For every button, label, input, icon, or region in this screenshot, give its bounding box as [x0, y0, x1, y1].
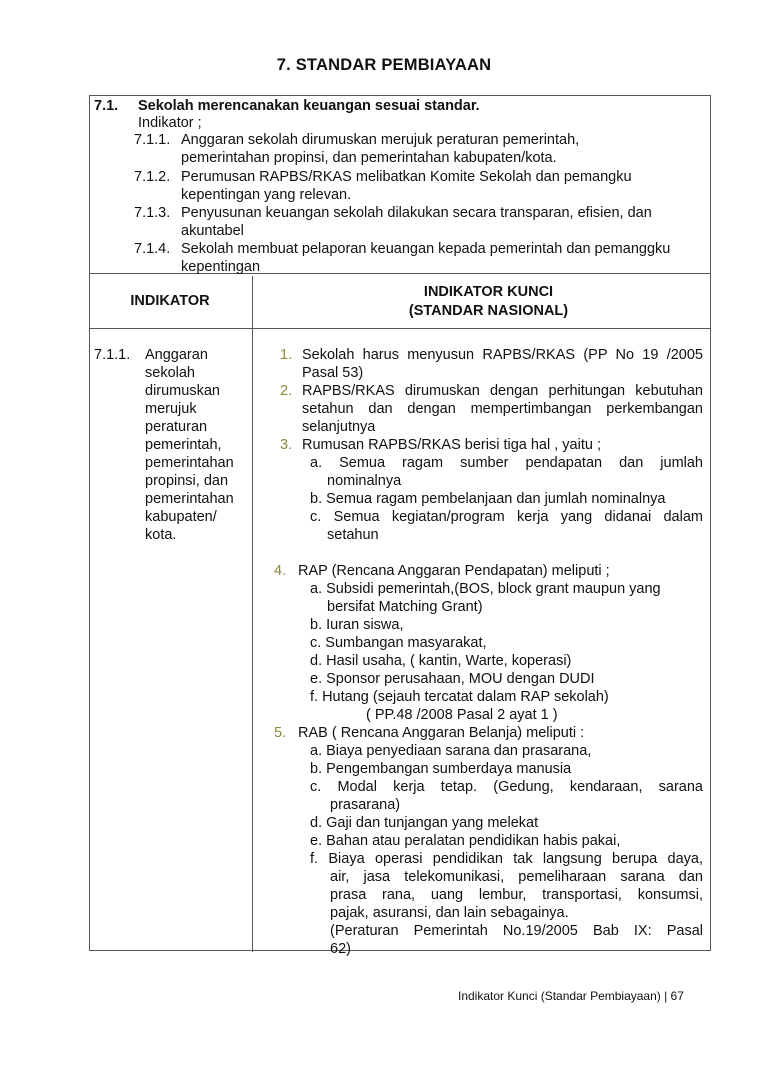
col2-header: (STANDAR NASIONAL)	[408, 303, 569, 319]
indicator-text: kota.	[145, 527, 177, 543]
sub-item: a. Subsidi pemerintah,(BOS, block grant maupun yang	[310, 581, 661, 597]
sub-item: (Peraturan Pemerintah No.19/2005 Bab IX: Pasal	[330, 923, 703, 939]
sub-item: a. Biaya penyediaan sarana dan prasarana,	[310, 743, 592, 759]
sub-item: air, jasa telekomunikasi, pemeliharaan sarana dan	[330, 869, 703, 885]
item-text: Anggaran sekolah dirumuskan merujuk peraturan pemerintah,	[181, 132, 580, 148]
item-number: 7.1.4.	[134, 241, 171, 257]
indicator-text: pemerintah,	[145, 437, 222, 453]
sub-item: b. Semua ragam pembelanjaan dan jumlah nominalnya	[310, 491, 666, 507]
sub-item: c. Sumbangan masyarakat,	[310, 635, 487, 651]
sub-item: pajak, asuransi, dan lain sebagainya.	[330, 905, 569, 921]
item-text: akuntabel	[181, 223, 244, 239]
sub-item: c. Modal kerja tetap. (Gedung, kendaraan, sarana	[310, 779, 703, 795]
reference: ( PP.48 /2008 Pasal 2 ayat 1 )	[366, 707, 558, 723]
sub-item: e. Bahan atau peralatan pendidikan habis pakai,	[310, 833, 621, 849]
page-footer: Indikator Kunci (Standar Pembiayaan) | 67	[458, 989, 684, 1003]
divider	[90, 328, 710, 329]
sub-item: setahun	[327, 527, 379, 543]
list-text: selanjutnya	[302, 419, 376, 435]
col2-header: INDIKATOR KUNCI	[423, 284, 554, 300]
indicator-text: Anggaran	[145, 347, 208, 363]
sub-item: f. Hutang (sejauh tercatat dalam RAP sekolah)	[310, 689, 609, 705]
sub-item: e. Sponsor perusahaan, MOU dengan DUDI	[310, 671, 595, 687]
sub-item: b. Iuran siswa,	[310, 617, 404, 633]
item-text: Penyusunan keuangan sekolah dilakukan secara transparan, efisien, dan	[181, 205, 652, 221]
item-number: 7.1.1.	[134, 132, 171, 148]
list-text: Pasal 53)	[302, 365, 364, 381]
list-text: RAPBS/RKAS dirumuskan dengan perhitungan kebutuhan	[302, 383, 703, 399]
list-number: 3.	[280, 437, 293, 453]
indicator-text: merujuk	[145, 401, 197, 417]
item-text: kepentingan	[181, 259, 261, 275]
section-number: 7.1.	[94, 98, 119, 114]
sub-item: bersifat Matching Grant)	[327, 599, 483, 615]
list-number: 4.	[274, 563, 287, 579]
column-divider	[252, 276, 253, 952]
page-title: 7. STANDAR PEMBIAYAAN	[276, 56, 492, 74]
section-heading: Sekolah merencanakan keuangan sesuai standar.	[138, 98, 480, 114]
sub-item: c. Semua kegiatan/program kerja yang didanai dalam	[310, 509, 703, 525]
sub-item: prasarana)	[330, 797, 401, 813]
item-text: Perumusan RAPBS/RKAS melibatkan Komite Sekolah dan pemangku	[181, 169, 632, 185]
list-text: RAB ( Rencana Anggaran Belanja) meliputi :	[298, 725, 585, 741]
item-text: pemerintahan propinsi, dan pemerintahan kabupaten/kota.	[181, 150, 557, 166]
list-text: Sekolah harus menyusun RAPBS/RKAS (PP No 19 /2005	[302, 347, 703, 363]
sub-item: prasa rana, uang lembur, transportasi, konsumsi,	[330, 887, 703, 903]
indicator-text: peraturan	[145, 419, 208, 435]
indicator-number: 7.1.1.	[94, 347, 131, 363]
item-text: Sekolah membuat pelaporan keuangan kepada pemerintah dan pemanggku	[181, 241, 671, 257]
list-text: setahun dan dengan mempertimbangan perkembangan	[302, 401, 703, 417]
sub-item: a. Semua ragam sumber pendapatan dan jumlah	[310, 455, 703, 471]
item-number: 7.1.2.	[134, 169, 171, 185]
indicator-text: sekolah	[145, 365, 195, 381]
list-number: 1.	[280, 347, 293, 363]
list-text: RAP (Rencana Anggaran Pendapatan) meliputi ;	[298, 563, 610, 579]
indicator-text: dirumuskan	[145, 383, 220, 399]
sub-item: d. Hasil usaha, ( kantin, Warte, koperasi)	[310, 653, 572, 669]
sub-item: f. Biaya operasi pendidikan tak langsung berupa daya,	[310, 851, 703, 867]
indicator-text: propinsi, dan	[145, 473, 229, 489]
sub-item: d. Gaji dan tunjangan yang melekat	[310, 815, 539, 831]
sub-item: 62)	[330, 941, 351, 957]
indicator-text: pemerintahan	[145, 491, 234, 507]
list-text: Rumusan RAPBS/RKAS berisi tiga hal , yaitu ;	[302, 437, 601, 453]
sub-item: nominalnya	[327, 473, 402, 489]
item-text: kepentingan yang relevan.	[181, 187, 352, 203]
list-number: 2.	[280, 383, 293, 399]
sub-item: b. Pengembangan sumberdaya manusia	[310, 761, 572, 777]
item-number: 7.1.3.	[134, 205, 171, 221]
indicator-text: pemerintahan	[145, 455, 234, 471]
list-number: 5.	[274, 725, 287, 741]
col1-header: INDIKATOR	[130, 293, 210, 309]
indicator-text: kabupaten/	[145, 509, 217, 525]
indikator-label: Indikator ;	[138, 115, 202, 131]
